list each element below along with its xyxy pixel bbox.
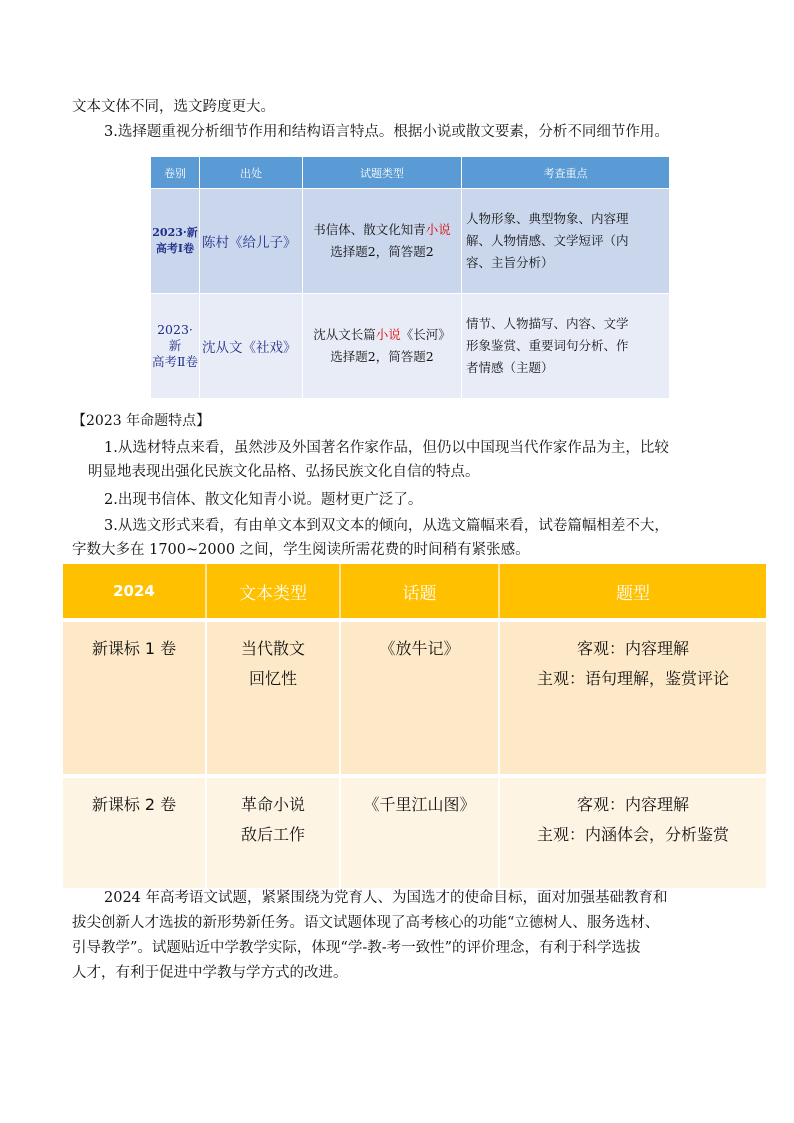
type-highlight: 小说 (375, 327, 401, 342)
text-type: 当代散文 (240, 639, 305, 658)
focus-line: 者情感（主题） (466, 360, 554, 375)
type-highlight: 小说 (425, 222, 451, 237)
closing-line-1: 2024 年高考语文试题，紧紧围绕为党育人、为国选才的使命目标，面对加强基础教育和 (104, 890, 668, 906)
point-3-line-2: 字数大多在 1700~2000 之间，学生阅读所需花费的时间稍有紧张感。 (72, 542, 530, 558)
header-juan: 卷别 (151, 157, 200, 189)
topic-title: 《放牛记》 (379, 639, 460, 658)
point-3-line-1: 3.从选文形式来看，有由单文本到双文本的倾向，从选文篇幅来看，试卷篇幅相差不大， (104, 518, 669, 534)
exam-2024-table (63, 564, 766, 888)
section-title: 【2023 年命题特点】 (72, 413, 211, 429)
source-cell: 陈村《给儿子》 (200, 189, 303, 294)
question-type-cell (499, 778, 766, 888)
topic-title: 《千里江山图》 (363, 795, 476, 814)
focus-cell (462, 189, 670, 294)
text-type-cell (206, 622, 340, 774)
type-cell (303, 294, 462, 399)
closing-line-2: 拔尖创新人才选拔的新形势新任务。语文试题体现了高考核心的功能“立德树人、服务选材、 (72, 915, 660, 931)
text-type-cell (206, 778, 340, 888)
closing-line-3: 引导教学”。试题贴近中学教学实际，体现“学-教-考一致性”的评价理念，有利于科学选拔 (72, 940, 641, 956)
focus-line: 容、主旨分析） (466, 255, 554, 270)
objective-questions: 客观：内容理解 (576, 795, 689, 814)
subjective-questions: 主观：语句理解，鉴赏评论 (536, 669, 729, 688)
focus-line: 情节、人物描写、内容、文学 (466, 316, 629, 331)
intro-line-1: 文本文体不同，选文跨度更大。 (72, 99, 275, 115)
header-question-type: 题型 (499, 564, 766, 618)
text-subtype: 敌后工作 (240, 825, 305, 844)
point-1-line-2: 明显地表现出强化民族文化品格、弘扬民族文化自信的特点。 (88, 464, 480, 480)
subjective-questions: 主观：内涵体会，分析鉴赏 (536, 825, 729, 844)
text-type: 革命小说 (240, 795, 305, 814)
header-text-type: 文本类型 (206, 564, 340, 618)
type-title: 《长河》 (400, 327, 451, 342)
header-focus: 考查重点 (462, 157, 670, 189)
table-row (151, 294, 670, 399)
source-cell: 沈从文《社戏》 (200, 294, 303, 399)
topic-cell (340, 778, 499, 888)
point-1-line-1: 1.从选材特点来看，虽然涉及外国著名作家作品，但仍以中国现当代作家作品为主，比较 (104, 440, 669, 456)
exam-2023-table (150, 156, 670, 399)
juan-line: 高考Ⅰ卷 (155, 242, 195, 255)
intro-line-2: 3.选择题重视分析细节作用和结构语言特点。根据小说或散文要素，分析不同细节作用。 (104, 124, 669, 140)
table-row (151, 189, 670, 294)
juan-line: 2023·新 (157, 322, 193, 353)
objective-questions: 客观：内容理解 (576, 639, 689, 658)
topic-cell (340, 622, 499, 774)
focus-cell (462, 294, 670, 399)
focus-line: 形象鉴赏、重要词句分析、作 (466, 338, 629, 353)
paper-name: 新课标 2 卷 (91, 795, 177, 814)
table-header-row (63, 564, 766, 618)
juan-line: 高考Ⅱ卷 (152, 354, 198, 369)
juan-cell (151, 189, 200, 294)
point-2: 2.出现书信体、散文化知青小说。题材更广泛了。 (104, 492, 423, 508)
header-type: 试题类型 (303, 157, 462, 189)
table-row (63, 622, 766, 774)
header-source: 出处 (200, 157, 303, 189)
type-cell (303, 189, 462, 294)
closing-line-4: 人才，有利于促进中学教与学方式的改进。 (72, 965, 348, 981)
paper-name: 新课标 1 卷 (91, 639, 177, 658)
header-topic: 话题 (340, 564, 499, 618)
paper-cell (63, 622, 206, 774)
focus-line: 解、人物情感、文学短评（内 (466, 233, 629, 248)
focus-line: 人物形象、典型物象、内容理 (466, 211, 629, 226)
juan-line: 2023·新 (152, 226, 198, 239)
juan-cell (151, 294, 200, 399)
table-row (63, 778, 766, 888)
type-questions: 选择题2，简答题2 (330, 244, 434, 259)
table-header-row (151, 157, 670, 189)
type-questions: 选择题2，简答题2 (330, 349, 434, 364)
text-subtype: 回忆性 (248, 669, 297, 688)
paper-cell (63, 778, 206, 888)
type-text: 沈从文长篇 (313, 327, 376, 342)
type-text: 书信体、散文化知青 (313, 222, 426, 237)
question-type-cell (499, 622, 766, 774)
header-year: 2024 (63, 564, 206, 618)
